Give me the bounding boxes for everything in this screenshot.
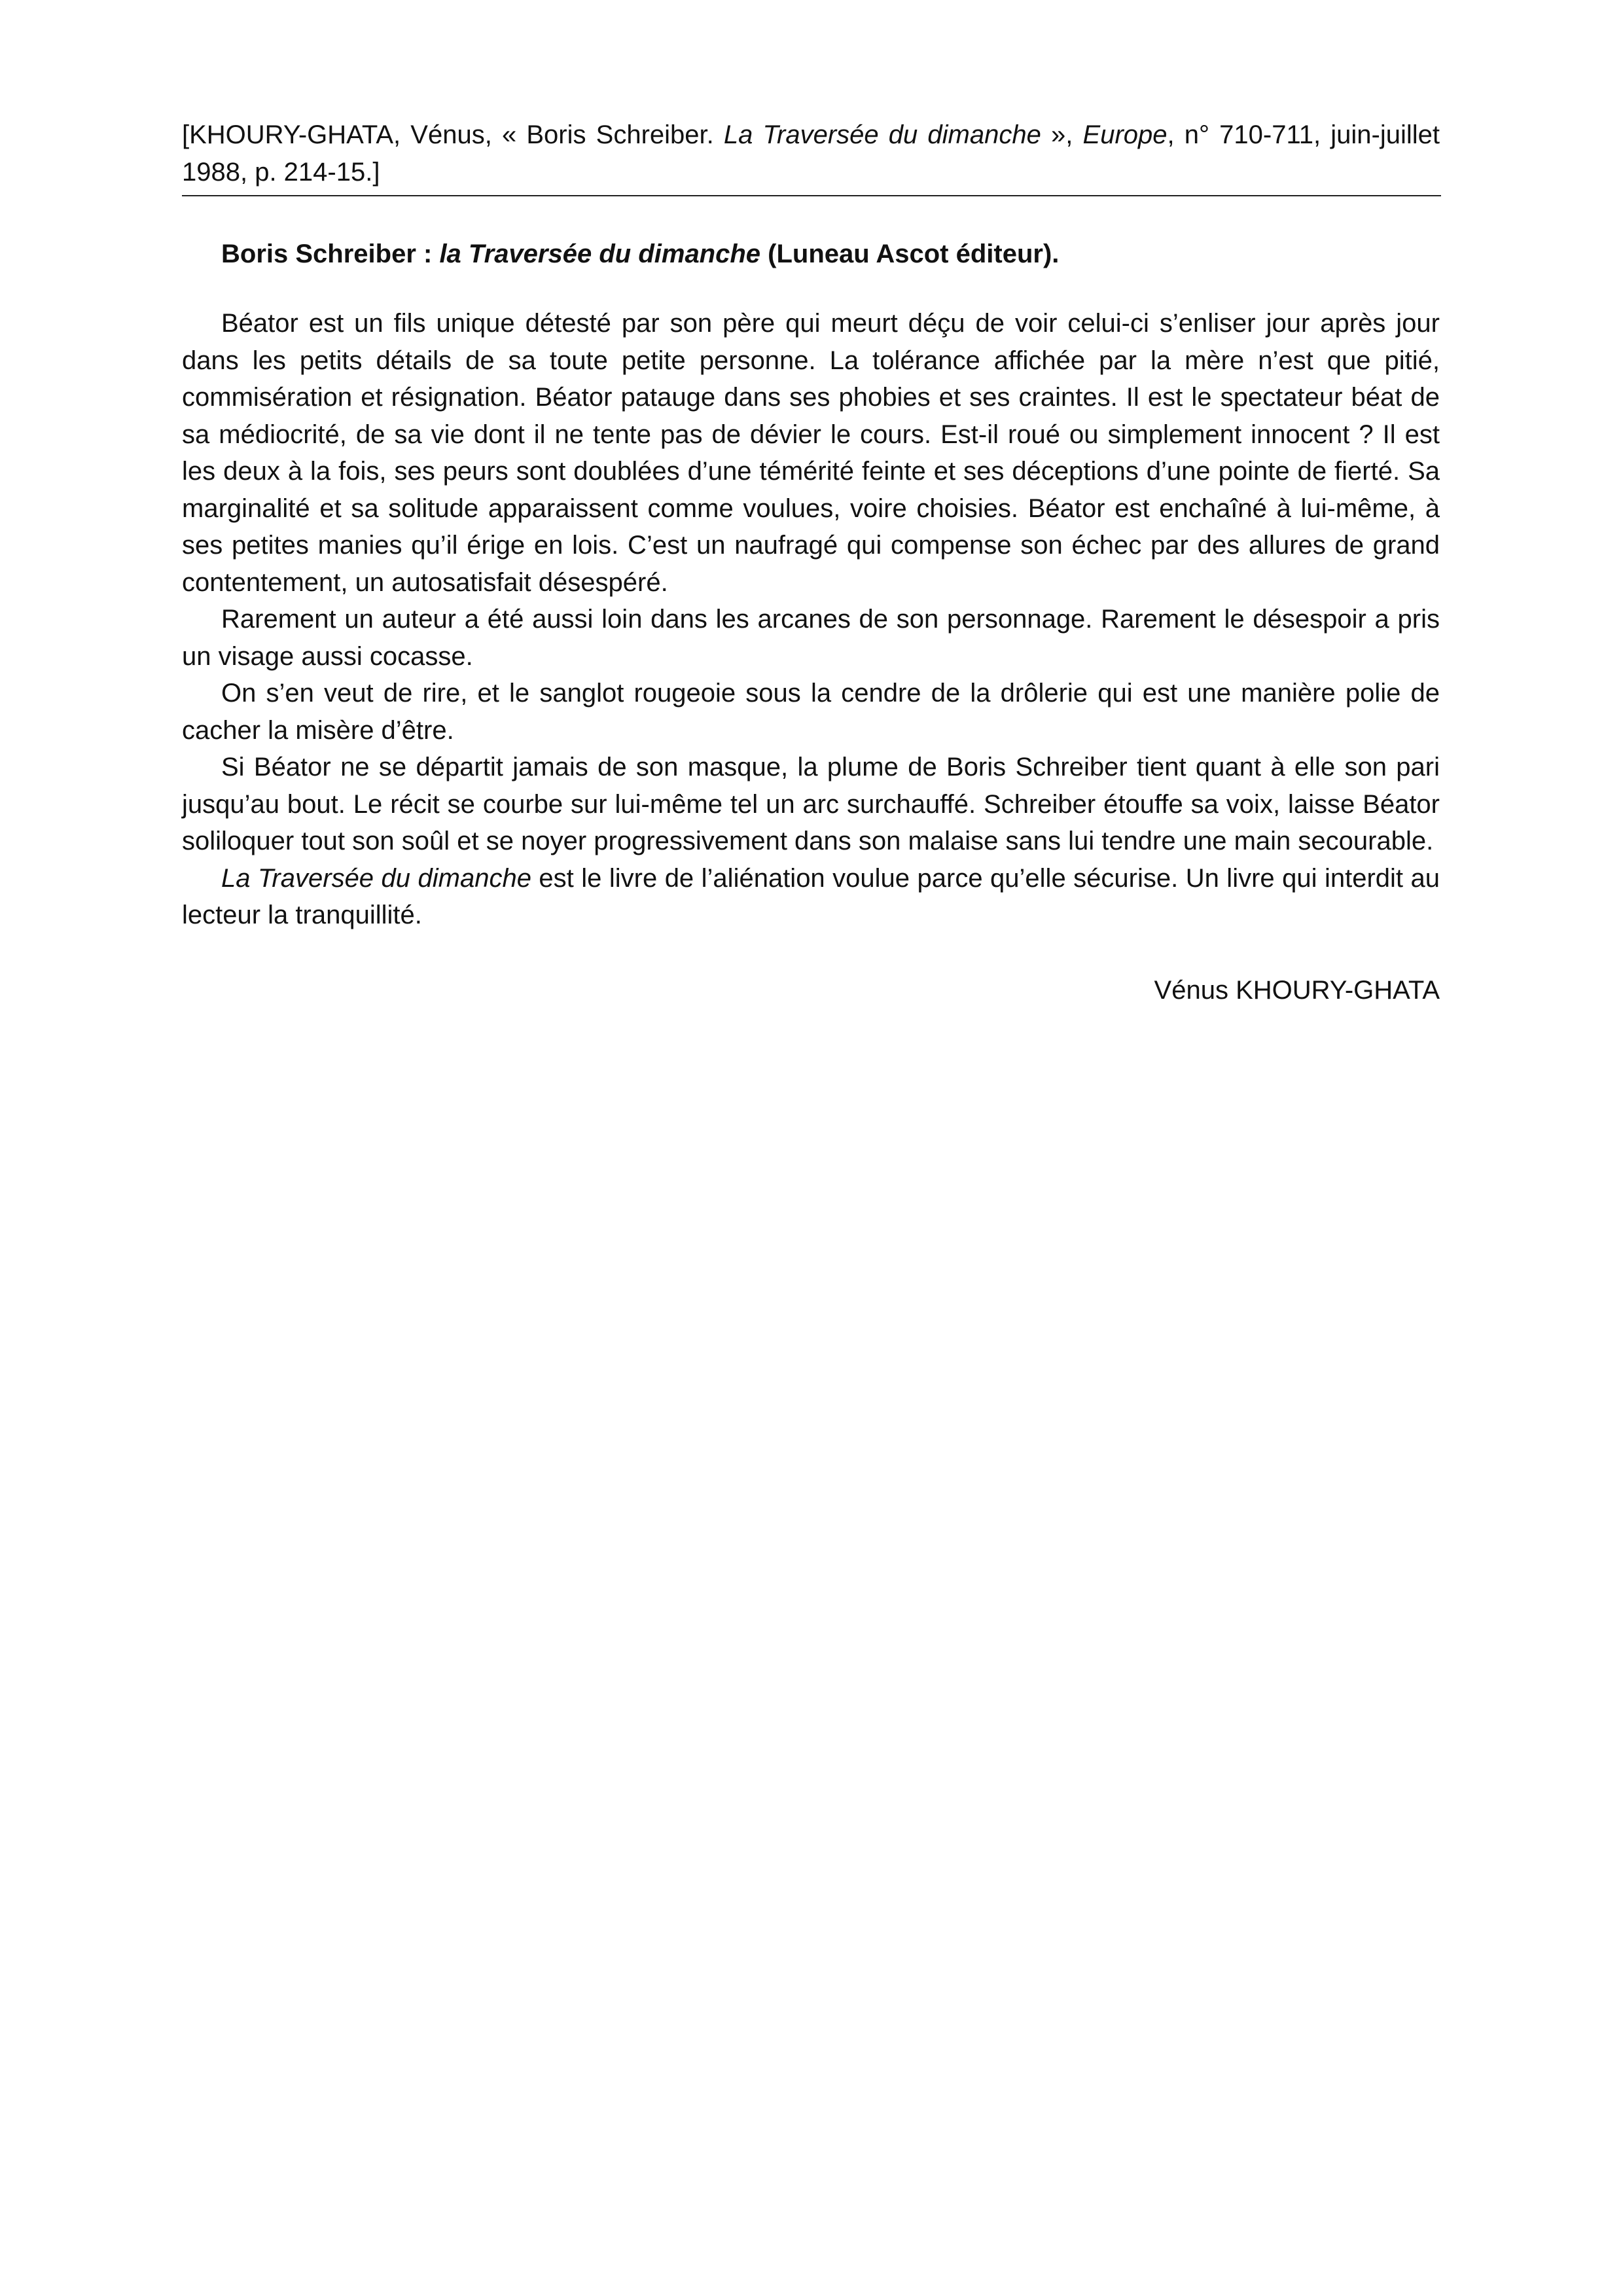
- paragraph-5-text: est le livre de l’aliénation voulue parce qu’elle sécurise. Un livre qui interdit au lecteur la tranquillité.: [182, 863, 1440, 929]
- paragraph-4: Si Béator ne se départit jamais de son masque, la plume de Boris Schreiber tient quant à elle son pari jusqu’au bout. Le récit se courbe sur lui-même tel un arc surchauffé. Schreiber étouffe sa voix, laisse Béator soliloquer tout son soûl et se noyer progressivement dans son malaise sans lui tendre une main secourable.: [182, 753, 1440, 855]
- title-book: la Traversée du dimanche: [439, 240, 761, 268]
- reference-journal: Europe: [1082, 120, 1168, 149]
- reference-issue-pages: , n° 710-711, juin-juillet 1988, p. 214-15.]: [182, 120, 1440, 187]
- author-signature: Vénus KHOURY-GHATA: [1154, 976, 1440, 1005]
- paragraph-5-book-title: La Traversée du dimanche: [221, 863, 531, 893]
- paragraph-3: On s’en veut de rire, et le sanglot rougeoie sous la cendre de la drôlerie qui est une manière polie de cacher la misère d’être.: [182, 679, 1440, 745]
- reference-separator: »,: [1041, 120, 1083, 149]
- reference-book-title: La Traversée du dimanche: [723, 120, 1041, 149]
- article-body: [182, 305, 1440, 934]
- bibliographic-reference: [182, 117, 1440, 191]
- paragraph-5: [182, 860, 1440, 934]
- reference-prefix: [KHOURY-GHATA, Vénus, « Boris Schreiber.: [182, 120, 724, 149]
- article-title: [221, 236, 1440, 273]
- title-publisher: (Luneau Ascot éditeur).: [760, 240, 1060, 268]
- paragraph-2: Rarement un auteur a été aussi loin dans les arcanes de son personnage. Rarement le désespoir a pris un visage aussi cocasse.: [182, 605, 1440, 671]
- title-author: Boris Schreiber :: [221, 240, 440, 268]
- paragraph-1: Béator est un fils unique détesté par son père qui meurt déçu de voir celui-ci s’enliser jour après jour dans les petits détails de sa toute petite personne. La tolérance affichée par la mère n’est que pitié, commisération et résignation. Béator patauge dans ses phobies et ses craintes. Il est le spectateur béat de sa médiocrité, de sa vie dont il ne tente pas de dévier le cours. Est-il roué ou simplement innocent ? Il est les deux à la fois, ses peurs sont doublées d’une témérité feinte et ses déceptions d’une pointe de fierté. Sa marginalité et sa solitude apparaissent comme voulues, voire choisies. Béator est enchaîné à lui-même, à ses petites manies qu’il érige en lois. C’est un naufragé qui compense son échec par des allures de grand contentement, un autosatisfait désespéré.: [182, 309, 1440, 597]
- header-divider: [182, 195, 1441, 196]
